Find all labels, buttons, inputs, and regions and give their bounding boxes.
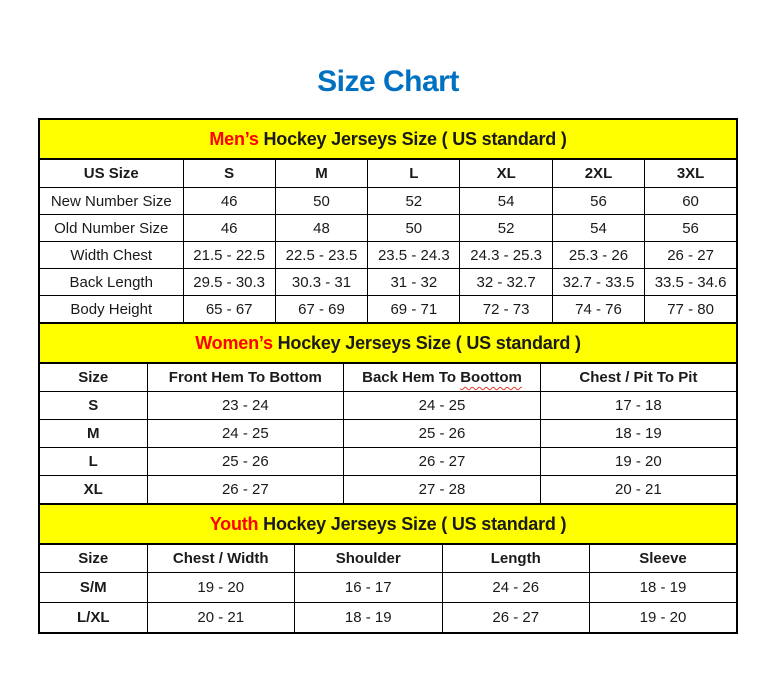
mens-row: [39, 188, 737, 215]
youth-col-header-1: Chest / Width: [147, 544, 295, 573]
mens-cell: 25.3 - 26: [552, 242, 644, 269]
mens-row-label: New Number Size: [39, 188, 183, 215]
womens-col-header-1: Front Hem To Bottom: [147, 363, 344, 392]
size-chart-tables: [38, 118, 738, 634]
womens-banner-row: [39, 323, 737, 363]
youth-cell: 16 - 17: [295, 573, 443, 603]
mens-row-label: Width Chest: [39, 242, 183, 269]
mens-cell: 74 - 76: [552, 296, 644, 324]
womens-row-label: S: [39, 392, 147, 420]
mens-cell: 29.5 - 30.3: [183, 269, 275, 296]
mens-row-label: Body Height: [39, 296, 183, 324]
mens-row: [39, 296, 737, 324]
mens-cell: 50: [275, 188, 367, 215]
womens-col-header-2: Back Hem To Boottom: [344, 363, 541, 392]
mens-row: [39, 269, 737, 296]
youth-cell: 20 - 21: [147, 603, 295, 634]
womens-banner-highlight: Women’s: [195, 332, 273, 353]
mens-cell: 33.5 - 34.6: [645, 269, 737, 296]
youth-banner-row: [39, 504, 737, 544]
mens-cell: 46: [183, 215, 275, 242]
womens-cell: 26 - 27: [344, 448, 541, 476]
womens-row-label: M: [39, 420, 147, 448]
mens-cell: 67 - 69: [275, 296, 367, 324]
mens-row: [39, 215, 737, 242]
youth-banner-highlight: Youth: [209, 513, 259, 534]
mens-cell: 30.3 - 31: [275, 269, 367, 296]
youth-cell: 19 - 20: [147, 573, 295, 603]
youth-cell: 19 - 20: [590, 603, 738, 634]
womens-row: [39, 476, 737, 505]
mens-cell: 77 - 80: [645, 296, 737, 324]
womens-row: [39, 392, 737, 420]
mens-cell: 32.7 - 33.5: [552, 269, 644, 296]
mens-cell: 54: [552, 215, 644, 242]
womens-cell: 24 - 25: [344, 392, 541, 420]
mens-col-header-2: M: [275, 159, 367, 188]
mens-cell: 54: [460, 188, 552, 215]
mens-cell: 21.5 - 22.5: [183, 242, 275, 269]
mens-col-header-3: L: [368, 159, 460, 188]
youth-cell: 24 - 26: [442, 573, 590, 603]
youth-row: [39, 603, 737, 634]
page-title: Size Chart: [317, 65, 459, 98]
youth-col-header-2: Shoulder: [295, 544, 443, 573]
youth-size-table: [38, 503, 738, 634]
mens-banner: Men’s Hockey Jerseys Size ( US standard ): [39, 119, 737, 159]
womens-col-header-3: Chest / Pit To Pit: [540, 363, 737, 392]
misspelled-word: Boottom: [460, 369, 522, 386]
womens-cell: 20 - 21: [540, 476, 737, 505]
mens-cell: 65 - 67: [183, 296, 275, 324]
mens-column-header-row: [39, 159, 737, 188]
mens-cell: 56: [552, 188, 644, 215]
womens-row: [39, 420, 737, 448]
mens-banner-row: [39, 119, 737, 159]
youth-banner: Youth Hockey Jerseys Size ( US standard ): [39, 504, 737, 544]
mens-cell: 56: [645, 215, 737, 242]
womens-cell: 18 - 19: [540, 420, 737, 448]
womens-cell: 26 - 27: [147, 476, 344, 505]
mens-cell: 69 - 71: [368, 296, 460, 324]
youth-col-header-3: Length: [442, 544, 590, 573]
youth-row-label: L/XL: [39, 603, 147, 634]
mens-cell: 52: [368, 188, 460, 215]
youth-cell: 18 - 19: [590, 573, 738, 603]
mens-col-header-0: US Size: [39, 159, 183, 188]
womens-banner: Women’s Hockey Jerseys Size ( US standard ): [39, 323, 737, 363]
womens-cell: 25 - 26: [344, 420, 541, 448]
youth-col-header-4: Sleeve: [590, 544, 738, 573]
womens-cell: 24 - 25: [147, 420, 344, 448]
youth-row: [39, 573, 737, 603]
mens-cell: 31 - 32: [368, 269, 460, 296]
mens-row-label: Back Length: [39, 269, 183, 296]
womens-size-table: [38, 322, 738, 505]
mens-cell: 46: [183, 188, 275, 215]
mens-cell: 23.5 - 24.3: [368, 242, 460, 269]
youth-cell: 18 - 19: [295, 603, 443, 634]
mens-cell: 72 - 73: [460, 296, 552, 324]
mens-cell: 26 - 27: [645, 242, 737, 269]
youth-column-header-row: [39, 544, 737, 573]
youth-cell: 26 - 27: [442, 603, 590, 634]
womens-col-header-0: Size: [39, 363, 147, 392]
mens-cell: 32 - 32.7: [460, 269, 552, 296]
mens-banner-highlight: Men’s: [209, 128, 259, 149]
womens-cell: 23 - 24: [147, 392, 344, 420]
mens-col-header-5: 2XL: [552, 159, 644, 188]
mens-row-label: Old Number Size: [39, 215, 183, 242]
womens-cell: 17 - 18: [540, 392, 737, 420]
womens-column-header-row: [39, 363, 737, 392]
mens-cell: 22.5 - 23.5: [275, 242, 367, 269]
mens-cell: 50: [368, 215, 460, 242]
womens-cell: 27 - 28: [344, 476, 541, 505]
womens-row-label: L: [39, 448, 147, 476]
youth-col-header-0: Size: [39, 544, 147, 573]
mens-row: [39, 242, 737, 269]
womens-row: [39, 448, 737, 476]
mens-cell: 60: [645, 188, 737, 215]
mens-col-header-4: XL: [460, 159, 552, 188]
mens-col-header-6: 3XL: [645, 159, 737, 188]
mens-size-table: [38, 118, 738, 324]
youth-row-label: S/M: [39, 573, 147, 603]
mens-cell: 24.3 - 25.3: [460, 242, 552, 269]
womens-cell: 25 - 26: [147, 448, 344, 476]
mens-col-header-1: S: [183, 159, 275, 188]
mens-cell: 52: [460, 215, 552, 242]
mens-cell: 48: [275, 215, 367, 242]
womens-cell: 19 - 20: [540, 448, 737, 476]
womens-row-label: XL: [39, 476, 147, 505]
